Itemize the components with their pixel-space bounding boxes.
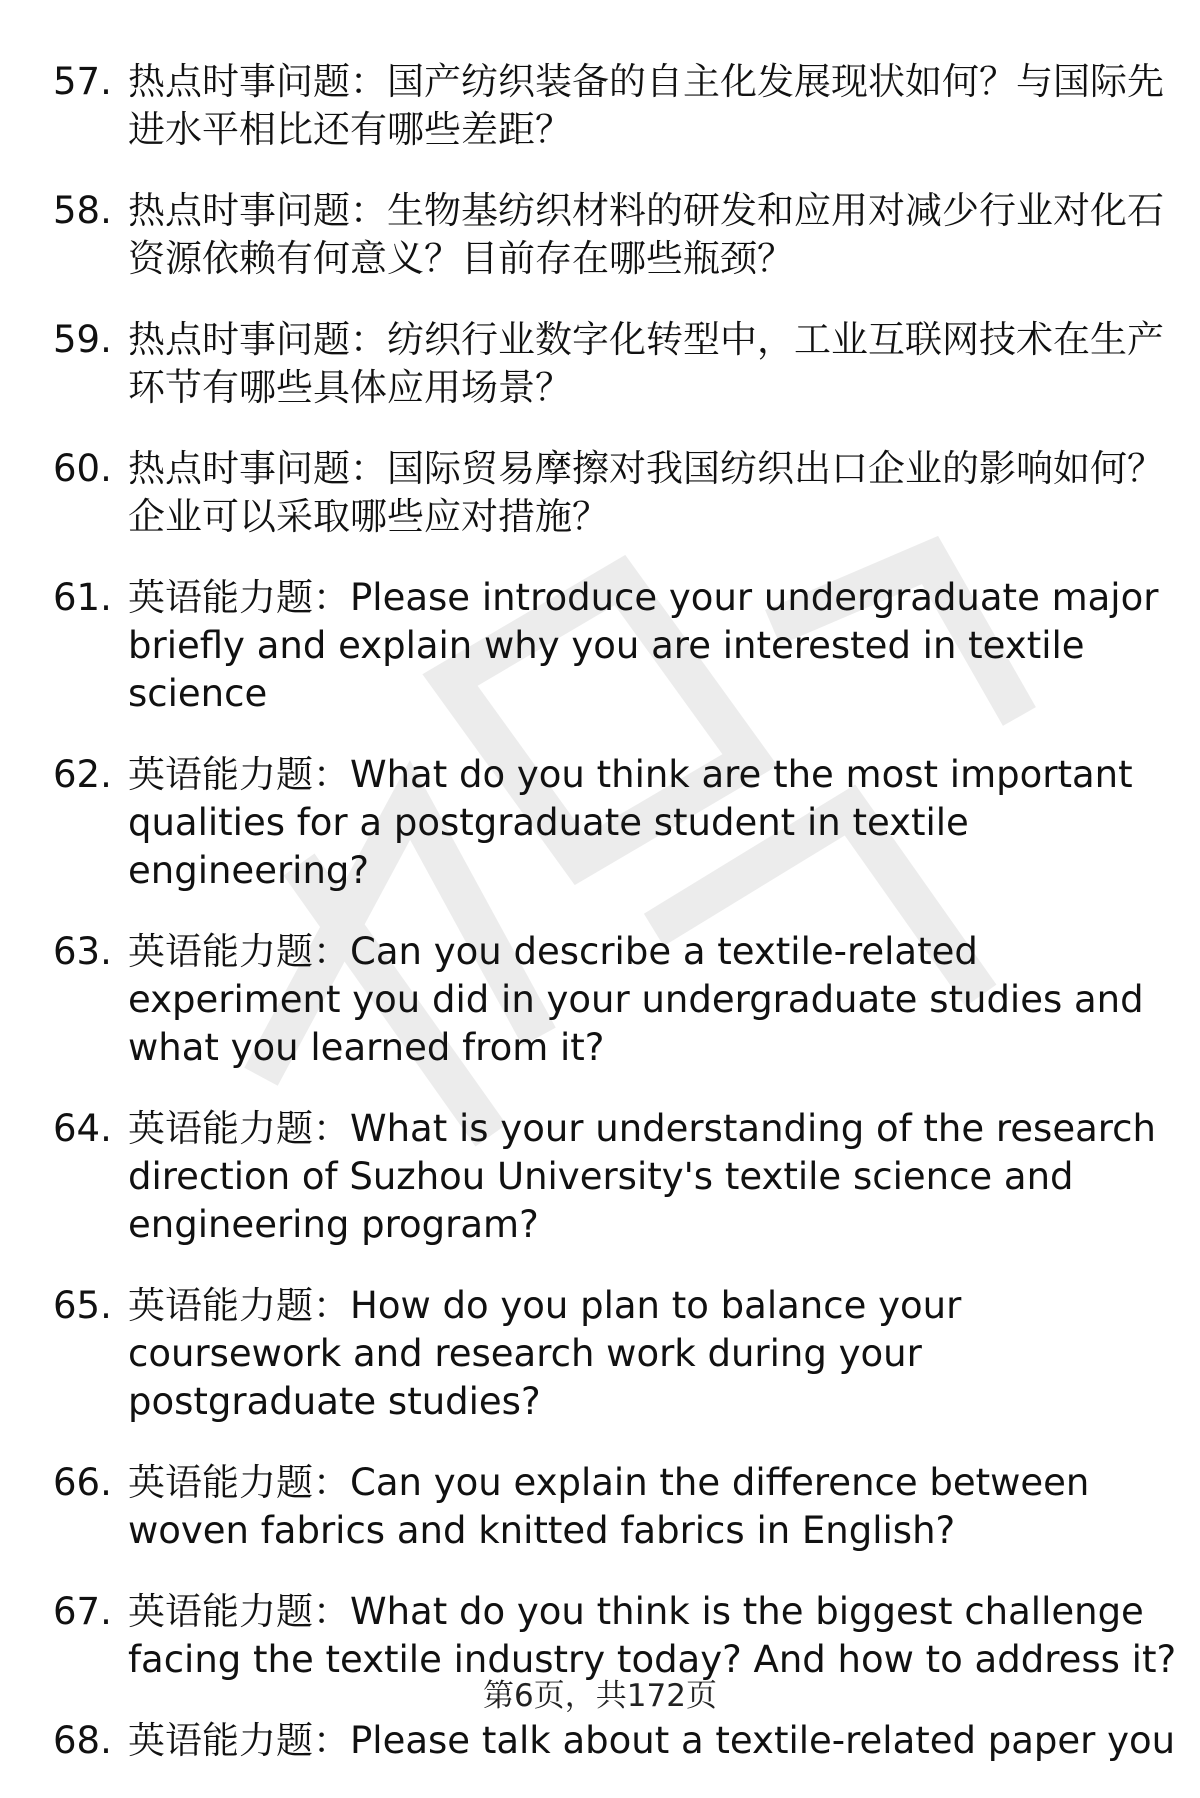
question-category: 热点时事问题：: [128, 60, 387, 103]
question-text: How do you plan to balance your coursework and research work during your postgraduate studies?: [128, 1284, 962, 1423]
question-list: [0, 58, 1200, 1798]
question-item-66: [0, 1459, 1200, 1555]
question-number: 68.: [53, 1719, 112, 1762]
question-number: 67.: [53, 1590, 112, 1633]
question-text-block: [128, 1282, 1178, 1426]
question-category: 英语能力题：: [128, 1461, 350, 1504]
question-number: 57.: [53, 60, 112, 103]
question-category: 热点时事问题：: [128, 318, 387, 361]
question-category: 英语能力题：: [128, 753, 350, 796]
page-number-label: 第6页，共172页: [483, 1678, 717, 1714]
question-number: 60.: [53, 447, 112, 490]
question-text-block: [128, 187, 1178, 283]
question-text: Please talk about a textile-related paper you: [350, 1719, 1176, 1762]
question-category: 英语能力题：: [128, 1719, 350, 1762]
question-text-block: [128, 58, 1178, 154]
question-category: 英语能力题：: [128, 1284, 350, 1327]
question-number: 63.: [53, 930, 112, 973]
question-text: What is your understanding of the research direction of Suzhou University's textile science and engineering program?: [128, 1107, 1156, 1246]
question-text: 国际贸易摩擦对我国纺织出口企业的影响如何？企业可以采取哪些应对措施？: [128, 447, 1164, 538]
question-number: 66.: [53, 1461, 112, 1504]
question-text-block: [128, 574, 1178, 718]
question-text: 国产纺织装备的自主化发展现状如何？与国际先进水平相比还有哪些差距？: [128, 60, 1164, 151]
question-item-68: [0, 1717, 1200, 1765]
question-text: Please introduce your undergraduate major briefly and explain why you are interested in textile science: [128, 576, 1159, 715]
question-category: 英语能力题：: [128, 930, 350, 973]
question-number: 65.: [53, 1284, 112, 1327]
question-text-block: [128, 316, 1178, 412]
question-item-63: [0, 928, 1200, 1072]
question-category: 英语能力题：: [128, 1590, 350, 1633]
question-number: 64.: [53, 1107, 112, 1150]
page-footer: [0, 1676, 1200, 1716]
question-item-59: [0, 316, 1200, 412]
question-text-block: [128, 1105, 1178, 1249]
question-number: 58.: [53, 189, 112, 232]
question-text: Can you explain the difference between woven fabrics and knitted fabrics in English?: [128, 1461, 1090, 1552]
question-number: 61.: [53, 576, 112, 619]
question-text: Can you describe a textile-related experiment you did in your undergraduate studies and what you learned from it?: [128, 930, 1144, 1069]
question-category: 英语能力题：: [128, 576, 350, 619]
question-category: 英语能力题：: [128, 1107, 350, 1150]
question-text-block: [128, 445, 1178, 541]
question-item-60: [0, 445, 1200, 541]
question-item-62: [0, 751, 1200, 895]
question-number: 62.: [53, 753, 112, 796]
question-text-block: [128, 928, 1178, 1072]
question-text-block: [128, 751, 1178, 895]
question-item-57: [0, 58, 1200, 154]
question-text: 纺织行业数字化转型中，工业互联网技术在生产环节有哪些具体应用场景？: [128, 318, 1164, 409]
question-category: 热点时事问题：: [128, 447, 387, 490]
question-item-58: [0, 187, 1200, 283]
question-text-block: [128, 1717, 1178, 1765]
question-text-block: [128, 1588, 1178, 1684]
question-item-67: [0, 1588, 1200, 1684]
question-category: 热点时事问题：: [128, 189, 387, 232]
question-number: 59.: [53, 318, 112, 361]
question-item-61: [0, 574, 1200, 718]
question-text: 生物基纺织材料的研发和应用对减少行业对化石资源依赖有何意义？目前存在哪些瓶颈？: [128, 189, 1164, 280]
question-item-64: [0, 1105, 1200, 1249]
question-item-65: [0, 1282, 1200, 1426]
question-text: What do you think is the biggest challenge facing the textile industry today? And how to address it?: [128, 1590, 1177, 1681]
question-text-block: [128, 1459, 1178, 1555]
question-text: What do you think are the most important qualities for a postgraduate student in textile engineering?: [128, 753, 1133, 892]
